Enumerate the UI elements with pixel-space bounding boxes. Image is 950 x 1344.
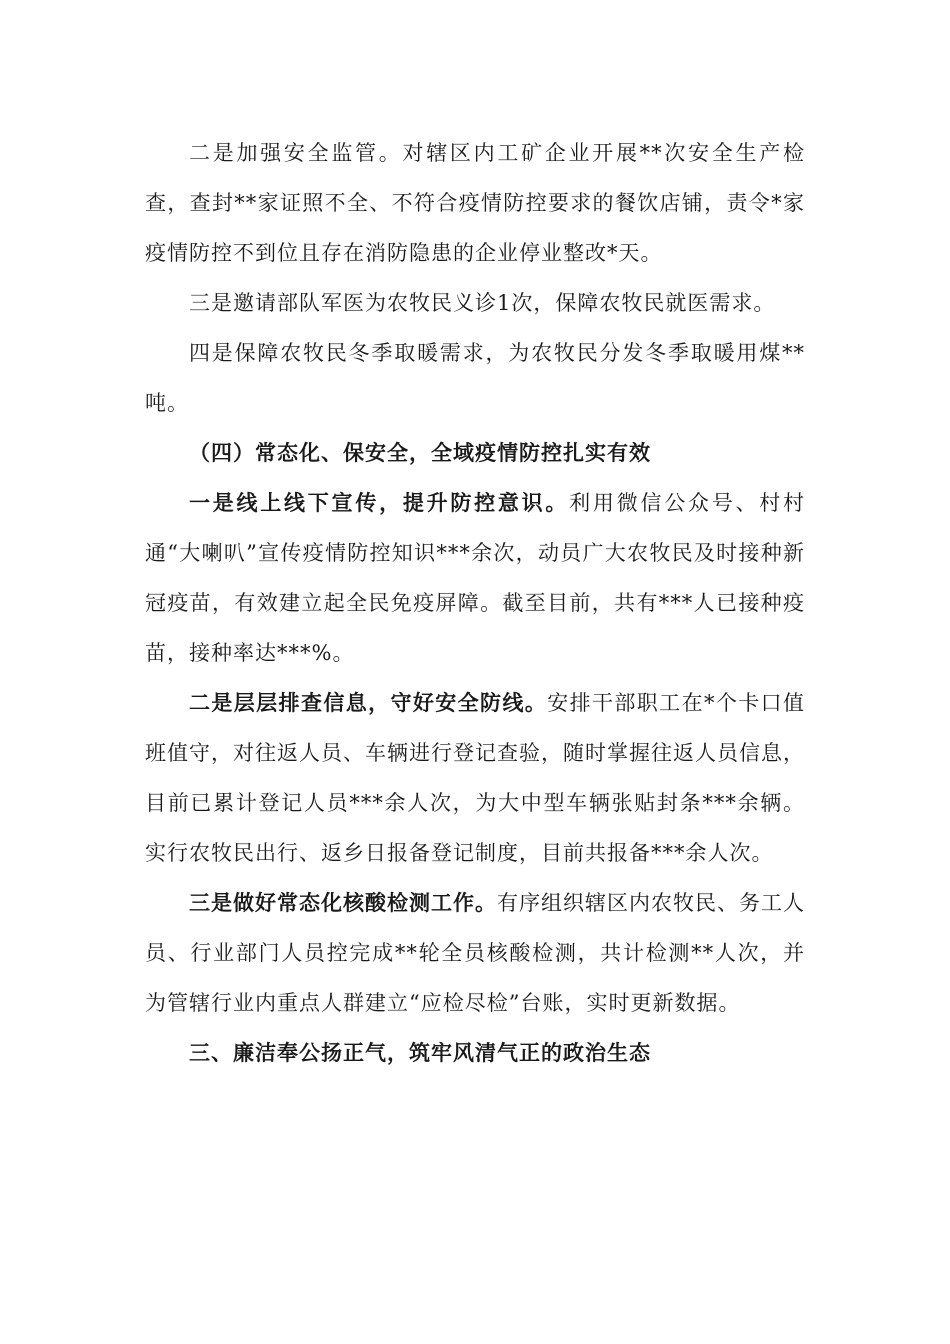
item-lead-nucleic-testing: 三是做好常态化核酸检测工作。	[189, 890, 497, 915]
section-heading-epidemic-control: （四）常态化、保安全，全域疫情防控扎实有效	[189, 440, 651, 465]
item-body-publicity: 利用微信公众号、村村通“大喇叭”宣传疫情防控知识***余次，动员广大农牧民及时接种新冠疫苗，有效建立起全民免疫屏障。截至目前，共有***人已接种疫苗，接种率达***%。	[145, 491, 806, 665]
paragraph-nucleic-testing	[145, 878, 805, 1028]
paragraph-safety-supervision: 二是加强安全监管。对辖区内工矿企业开展**次安全生产检查，查封**家证照不全、不符合疫情防控要求的餐饮店铺，责令*家疫情防控不到位且存在消防隐患的企业停业整改*天。	[145, 141, 805, 265]
document-body	[145, 128, 805, 1078]
section-heading-integrity: 三、廉洁奉公扬正气，筑牢风清气正的政治生态	[189, 1040, 651, 1065]
item-lead-screening: 二是层层排查信息，守好安全防线。	[189, 690, 548, 715]
paragraph-publicity	[145, 478, 805, 678]
paragraph-screening	[145, 678, 805, 878]
paragraph-medical-clinic: 三是邀请部队军医为农牧民义诊1次，保障农牧民就医需求。	[189, 291, 776, 315]
paragraph-winter-heating: 四是保障农牧民冬季取暖需求，为农牧民分发冬季取暖用煤**吨。	[145, 341, 805, 415]
item-body-nucleic-testing: 有序组织辖区内农牧民、务工人员、行业部门人员控完成**轮全员核酸检测，共计检测**人次，并为管辖行业内重点人群建立“应检尽检”台账，实时更新数据。	[145, 891, 805, 1015]
item-lead-publicity: 一是线上线下宣传，提升防控意识。	[189, 490, 570, 515]
item-body-screening: 安排干部职工在*个卡口值班值守，对往返人员、车辆进行登记查验，随时掌握往返人员信息，目前已累计登记人员***余人次，为大中型车辆张贴封条***余辆。实行农牧民出行、返乡日报备登记制度，目前共报备***余人次。	[145, 691, 806, 865]
